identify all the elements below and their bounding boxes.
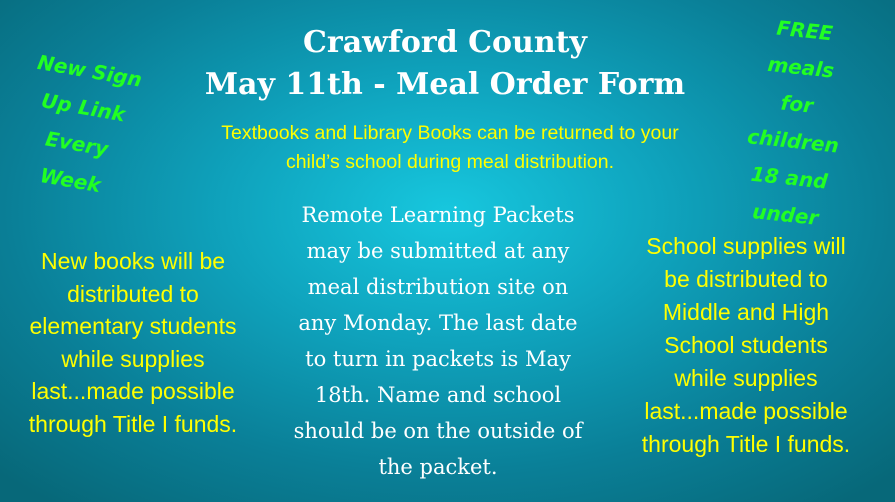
supplies-line: through Title I funds. (641, 431, 851, 457)
packets-line: any Monday. The last date (298, 311, 578, 335)
returns-notice-line: Textbooks and Library Books can be returned to your (221, 122, 679, 144)
packets-line: the packet. (378, 455, 498, 479)
new-books-line: New books will be (40, 248, 226, 274)
signup-callout-line: Week (38, 163, 103, 198)
supplies-line: last...made possible (644, 398, 848, 424)
signup-callout-line: Every (43, 126, 111, 162)
title-county: Crawford County (303, 25, 587, 60)
supplies-line: School students (664, 332, 828, 358)
supplies-line: Middle and High (662, 299, 830, 325)
new-books-notice (2, 245, 264, 440)
remote-learning-packets-notice (268, 197, 608, 485)
new-books-line: last...made possible (31, 378, 235, 404)
school-supplies-notice (614, 230, 878, 461)
packets-line: may be submitted at any (306, 239, 570, 263)
packets-line: to turn in packets is May (305, 347, 571, 371)
signup-callout (0, 41, 162, 211)
free-meals-line: for (779, 90, 815, 118)
free-meals-line: children (746, 124, 841, 158)
new-books-line: while supplies (61, 345, 205, 372)
returns-notice (150, 119, 750, 177)
free-meals-line: under (751, 199, 820, 230)
packets-line: should be on the outside of (293, 419, 583, 443)
new-books-line: through Title I funds. (28, 410, 238, 437)
free-meals-line: FREE (775, 15, 835, 46)
supplies-line: School supplies will (646, 233, 846, 259)
packets-line: 18th. Name and school (314, 383, 562, 407)
free-meals-line: 18 and (749, 161, 829, 194)
returns-notice-line: child’s school during meal distribution. (285, 151, 615, 173)
free-meals-line: meals (766, 51, 836, 83)
supplies-line: while supplies (674, 365, 818, 391)
signup-callout-line: New Sign (35, 49, 144, 92)
packets-line: meal distribution site on (307, 275, 569, 299)
new-books-line: distributed to (67, 280, 199, 307)
signup-callout-line: Up Link (39, 88, 128, 127)
new-books-line: elementary students (29, 313, 237, 339)
title-meal-order-form: May 11th - Meal Order Form (204, 67, 686, 102)
packets-line: Remote Learning Packets (301, 203, 575, 227)
supplies-line: be distributed to (664, 266, 828, 292)
free-meals-callout (729, 7, 862, 239)
